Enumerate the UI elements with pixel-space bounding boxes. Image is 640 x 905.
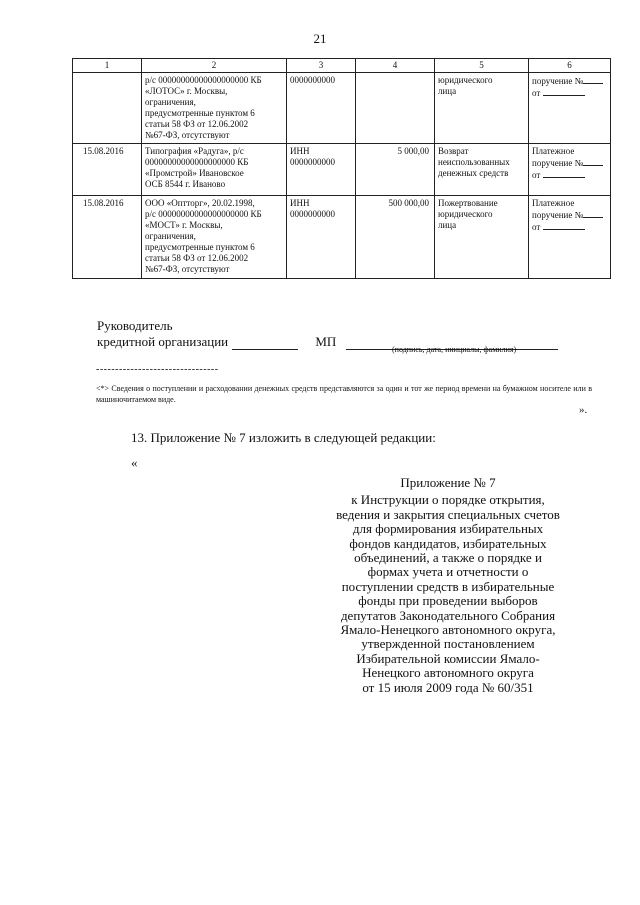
payer-line: №67-ФЗ, отсутствуют bbox=[145, 130, 230, 140]
document-line: от bbox=[532, 170, 541, 180]
table-row bbox=[73, 196, 611, 279]
document-line: Платежное bbox=[532, 198, 575, 208]
row-inn bbox=[287, 196, 356, 279]
opening-quote: « bbox=[131, 455, 138, 470]
table-row bbox=[73, 144, 611, 196]
stamp-label: МП bbox=[315, 334, 337, 349]
row-document bbox=[529, 196, 611, 279]
payer-line: р/с 00000000000000000000 КБ bbox=[145, 75, 262, 85]
column-header: 6 bbox=[529, 59, 611, 73]
document-line: поручение № bbox=[532, 76, 584, 86]
appendix-line: фонды при проведении выборов bbox=[358, 593, 538, 609]
appendix-line: Избирательной комиссии Ямало- bbox=[356, 650, 540, 666]
payer-line: «ЛОТОС» г. Москвы, bbox=[145, 86, 228, 96]
appendix-line: для формирования избирательных bbox=[352, 521, 544, 537]
appendix-line: Ненецкого автономного округа bbox=[362, 665, 534, 681]
document-line: Платежное bbox=[532, 146, 575, 156]
row-payer bbox=[142, 144, 287, 196]
row-amount: 500 000,00 bbox=[356, 196, 435, 279]
purpose-line: Возврат bbox=[438, 146, 469, 156]
payer-line: 00000000000000000000 КБ bbox=[145, 157, 249, 167]
appendix-line: депутатов Законодательного Собрания bbox=[340, 607, 556, 623]
signature-caption: (подпись, дата, инициалы, фамилия) bbox=[392, 345, 517, 354]
row-document bbox=[529, 73, 611, 144]
column-header: 3 bbox=[287, 59, 356, 73]
purpose-line: юридического bbox=[438, 75, 493, 85]
appendix-line: от 15 июля 2009 года № 60/351 bbox=[362, 679, 534, 695]
payer-line: «МОСТ» г. Москвы, bbox=[145, 220, 223, 230]
appendix-title: Приложение № 7 bbox=[400, 475, 496, 490]
footnote: <*> Сведения о поступлении и расходовании денежных средств представляются за один и тот же период времени на бумажном носителе или в машиночитаемом виде. bbox=[96, 384, 592, 404]
payer-line: №67-ФЗ, отсутствуют bbox=[145, 264, 230, 274]
column-header: 5 bbox=[435, 59, 529, 73]
appendix-line: фондов кандидатов, избирательных bbox=[349, 535, 547, 551]
payer-line: ограничения, bbox=[145, 231, 196, 241]
document-line: поручение № bbox=[532, 158, 584, 168]
document-line: от bbox=[532, 222, 541, 232]
document-line: от bbox=[532, 88, 541, 98]
blank-field bbox=[543, 169, 585, 178]
blank-field bbox=[583, 75, 603, 84]
payer-line: ограничения, bbox=[145, 97, 196, 107]
purpose-line: лица bbox=[438, 86, 457, 96]
appendix-line: Ямало-Ненецкого автономного округа, bbox=[340, 622, 556, 638]
row-document bbox=[529, 144, 611, 196]
purpose-line: лица bbox=[438, 220, 457, 230]
purpose-line: Пожертвование bbox=[438, 198, 498, 208]
page-number: 21 bbox=[313, 31, 327, 46]
column-header: 4 bbox=[356, 59, 435, 73]
row-date: 15.08.2016 bbox=[73, 196, 142, 279]
closing-quote: ». bbox=[579, 404, 588, 416]
purpose-line: неиспользованных bbox=[438, 157, 510, 167]
row-date bbox=[73, 73, 142, 144]
footnote-separator: -------------------------------- bbox=[96, 364, 219, 375]
row-purpose bbox=[435, 73, 529, 144]
payer-line: Типография «Радуга», р/с bbox=[145, 146, 244, 156]
table-header-row bbox=[73, 59, 611, 73]
inn-line: 0000000000 bbox=[290, 75, 335, 85]
payer-line: предусмотренные пунктом 6 bbox=[145, 108, 255, 118]
document-line: поручение № bbox=[532, 210, 584, 220]
payer-line: предусмотренные пунктом 6 bbox=[145, 242, 255, 252]
row-inn bbox=[287, 144, 356, 196]
blank-field bbox=[583, 157, 603, 166]
signature-blank bbox=[232, 337, 298, 350]
blank-field bbox=[543, 221, 585, 230]
inn-line: ИНН bbox=[290, 198, 310, 208]
signature-title: Руководитель bbox=[97, 318, 173, 333]
table-row bbox=[73, 73, 611, 144]
appendix-line: формах учета и отчетности о bbox=[367, 564, 529, 580]
row-purpose bbox=[435, 144, 529, 196]
row-payer bbox=[142, 73, 287, 144]
section-13-heading: 13. Приложение № 7 изложить в следующей редакции: bbox=[131, 430, 436, 445]
payer-line: статьи 58 ФЗ от 12.06.2002 bbox=[145, 253, 249, 263]
receipts-table bbox=[72, 58, 611, 279]
column-header: 2 bbox=[142, 59, 287, 73]
payer-line: «Промстрой» Ивановское bbox=[145, 168, 244, 178]
blank-field bbox=[543, 87, 585, 96]
appendix-header bbox=[318, 476, 578, 695]
payer-line: ООО «Оптторг», 20.02.1998, bbox=[145, 198, 255, 208]
row-amount: 5 000,00 bbox=[356, 144, 435, 196]
appendix-line: к Инструкции о порядке открытия, bbox=[351, 492, 545, 508]
row-purpose bbox=[435, 196, 529, 279]
signature-organization: кредитной организации bbox=[97, 334, 229, 349]
inn-line: 0000000000 bbox=[290, 157, 335, 167]
payer-line: ОСБ 8544 г. Иваново bbox=[145, 179, 226, 189]
inn-line: ИНН bbox=[290, 146, 310, 156]
appendix-line: ведения и закрытия специальных счетов bbox=[336, 506, 560, 522]
appendix-line: объединений, а также о порядке и bbox=[354, 550, 542, 566]
row-inn bbox=[287, 73, 356, 144]
row-payer bbox=[142, 196, 287, 279]
inn-line: 0000000000 bbox=[290, 209, 335, 219]
column-header: 1 bbox=[73, 59, 142, 73]
blank-field bbox=[583, 209, 603, 218]
appendix-line: утвержденной постановлением bbox=[361, 636, 535, 652]
payer-line: р/с 00000000000000000000 КБ bbox=[145, 209, 262, 219]
purpose-line: юридического bbox=[438, 209, 493, 219]
payer-line: статьи 58 ФЗ от 12.06.2002 bbox=[145, 119, 249, 129]
purpose-line: денежных средств bbox=[438, 168, 509, 178]
row-amount bbox=[356, 73, 435, 144]
row-date: 15.08.2016 bbox=[73, 144, 142, 196]
appendix-line: поступлении средств в избирательные bbox=[341, 578, 555, 594]
